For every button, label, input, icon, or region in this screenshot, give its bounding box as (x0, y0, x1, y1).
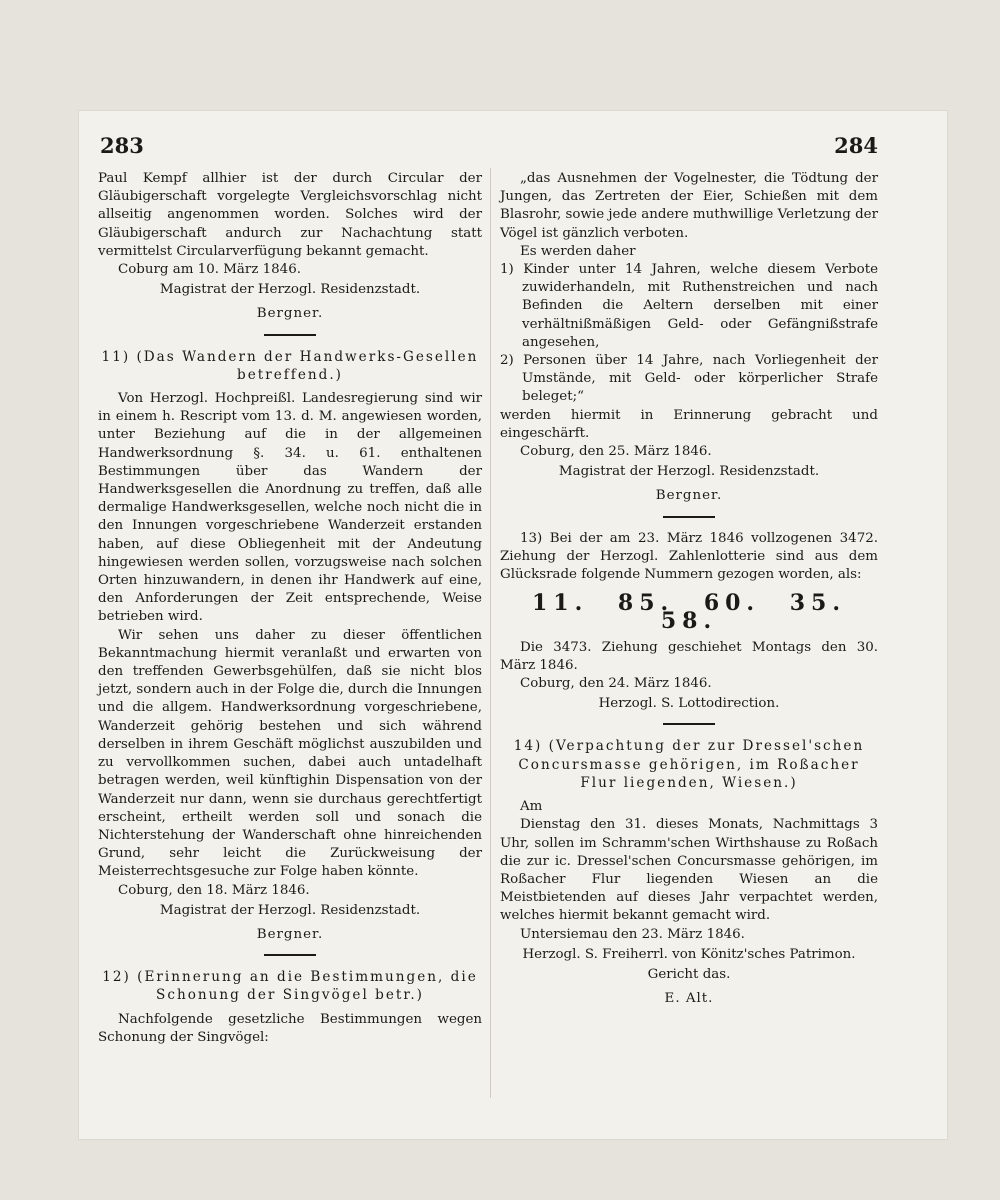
section-rule (264, 334, 316, 336)
paragraph: Die 3473. Ziehung geschiehet Montags den 30. März 1846. (500, 639, 878, 673)
signature-authority-2: Gericht das. (647, 966, 731, 982)
date-line: Coburg, den 24. März 1846. (520, 676, 712, 692)
section-rule (663, 516, 715, 518)
signature-authority: Magistrat der Herzogl. Residenzstadt. (159, 902, 421, 918)
signature-authority: Magistrat der Herzogl. Residenzstadt. (159, 282, 421, 298)
paragraph: Von Herzogl. Hochpreißl. Landesregierung sind wir in einem h. Rescript vom 13. d. M. angewiesen worden, unter Beziehung auf die in der allgemeinen Handwerksordnung §. 34. u. 61. enthaltenen Bestimmungen über das Wandern der Handwerksgesellen die Anordnung zu treffen, daß alle dermalige Handwerksgesellen, welche noch nicht die in den Innungen vorgeschriebene Wanderzeit erstanden haben, auf diese Obliegenheit mit der Andeutung hingewiesen werden sollen, vorzugsweise nach solchen Orten hinzuwandern, in denen ihr Handwerk auf eine, den Anforderungen der Zeit entsprechende, Weise betrieben wird. (98, 391, 482, 625)
paragraph: Dienstag den 31. dieses Monats, Nachmittags 3 Uhr, sollen im Schramm'schen Wirthshause zu Roßach die zur ic. Dressel'schen Concursmasse gehörigen, im Roßacher Flur liegenden Wiesen an die Meistbietenden auf dieses Jahr verpachtet werden, welches hiermit bekannt gemacht wird. (500, 817, 878, 924)
list-item: 1) Kinder unter 14 Jahren, welche diesem Verbote zuwiderhandeln, mit Ruthenstreichen und nach Befinden die Aeltern derselben mit einer verhältnißmäßigen Geld- oder Gefängnißstrafe angesehen, (500, 262, 878, 350)
signature-name: Bergner. (655, 488, 723, 504)
section-rule (663, 723, 715, 725)
section-heading: 12) (Erinnerung an die Bestimmungen, die Schonung der Singvögel betr.) (102, 969, 478, 1004)
lottery-numbers: 11. 85. 60. 35. 58. (531, 590, 847, 635)
paragraph: „das Ausnehmen der Vogelnester, die Tödtung der Jungen, das Zertreten der Eier, Schießen mit dem Blasrohr, sowie jede andere muthwillige Verletzung der Vögel ist gänzlich verboten. (500, 171, 878, 241)
paragraph: Wir sehen uns daher zu dieser öffentlichen Bekanntmachung hiermit veranlaßt und erwarten von den treffenden Gewerbsgehülfen, daß sie nicht blos jetzt, sondern auch in der Folge die, durch die Innungen und die allgem. Handwerksordnung vorgeschriebene, Wanderzeit gehörig bestehen und sich während derselben in ihrem Geschäft möglichst auszubilden und zu vervollkommen suchen, dabei auch untadelhaft betragen werden, weil künftighin Dispensation von der Wanderzeit nur dann, wenn sie durchaus gerechtfertigt erscheint, ertheilt werden soll und sonach die Nichterstehung der Wanderschaft ohne hinreichenden Grund, sehr leicht die Zurückweisung der Meisterrechtsgesuche zur Folge haben könnte. (98, 627, 482, 880)
signature-authority: Herzogl. S. Lottodirection. (598, 696, 780, 712)
date-line: Coburg, den 18. März 1846. (118, 882, 310, 898)
section-rule (264, 954, 316, 956)
paragraph: Nachfolgende gesetzliche Bestimmungen wegen Schonung der Singvögel: (98, 1011, 482, 1045)
paragraph: Paul Kempf allhier ist der durch Circular der Gläubigerschaft vorgelegte Vergleichsvorschlag nicht allseitig angenommen worden. Solches wird der Gläubigerschaft andurch zur Nachachtung statt vermittelst Circularverfügung bekannt gemacht. (98, 171, 482, 259)
date-line: Coburg, den 25. März 1846. (520, 444, 712, 460)
signature-authority: Herzogl. S. Freiherrl. von Könitz'sches Patrimon. (522, 946, 856, 962)
date-line: Untersiemau den 23. März 1846. (520, 926, 745, 942)
column-divider (490, 168, 491, 1098)
paragraph: Es werden daher (520, 243, 636, 259)
section-heading: 14) (Verpachtung der zur Dressel'schen Concursmasse gehörigen, im Roßacher Flur liegenden, Wiesen.) (513, 738, 865, 791)
page-number-right: 284 (834, 133, 878, 158)
right-column (500, 170, 878, 1014)
signature-authority: Magistrat der Herzogl. Residenzstadt. (558, 464, 820, 480)
signature-name: Bergner. (256, 306, 324, 322)
list-item: 2) Personen über 14 Jahre, nach Vorliegenheit der Umstände, mit Geld- oder körperlicher Strafe beleget;“ (500, 353, 878, 405)
left-column (98, 170, 482, 1047)
paragraph: werden hiermit in Erinnerung gebracht und eingeschärft. (500, 407, 878, 441)
paragraph-lead: Am (520, 799, 543, 815)
section-heading: 11) (Das Wandern der Handwerks-Gesellen betreffend.) (101, 348, 479, 383)
date-line: Coburg am 10. März 1846. (118, 262, 301, 278)
paragraph: 13) Bei der am 23. März 1846 vollzogenen 3472. Ziehung der Herzogl. Zahlenlotterie sind aus dem Glücksrade folgende Nummern gezogen worden, als: (500, 530, 878, 583)
signature-name: Bergner. (256, 926, 324, 942)
page-number-left: 283 (100, 133, 144, 158)
signature-name: E. Alt. (664, 991, 714, 1007)
